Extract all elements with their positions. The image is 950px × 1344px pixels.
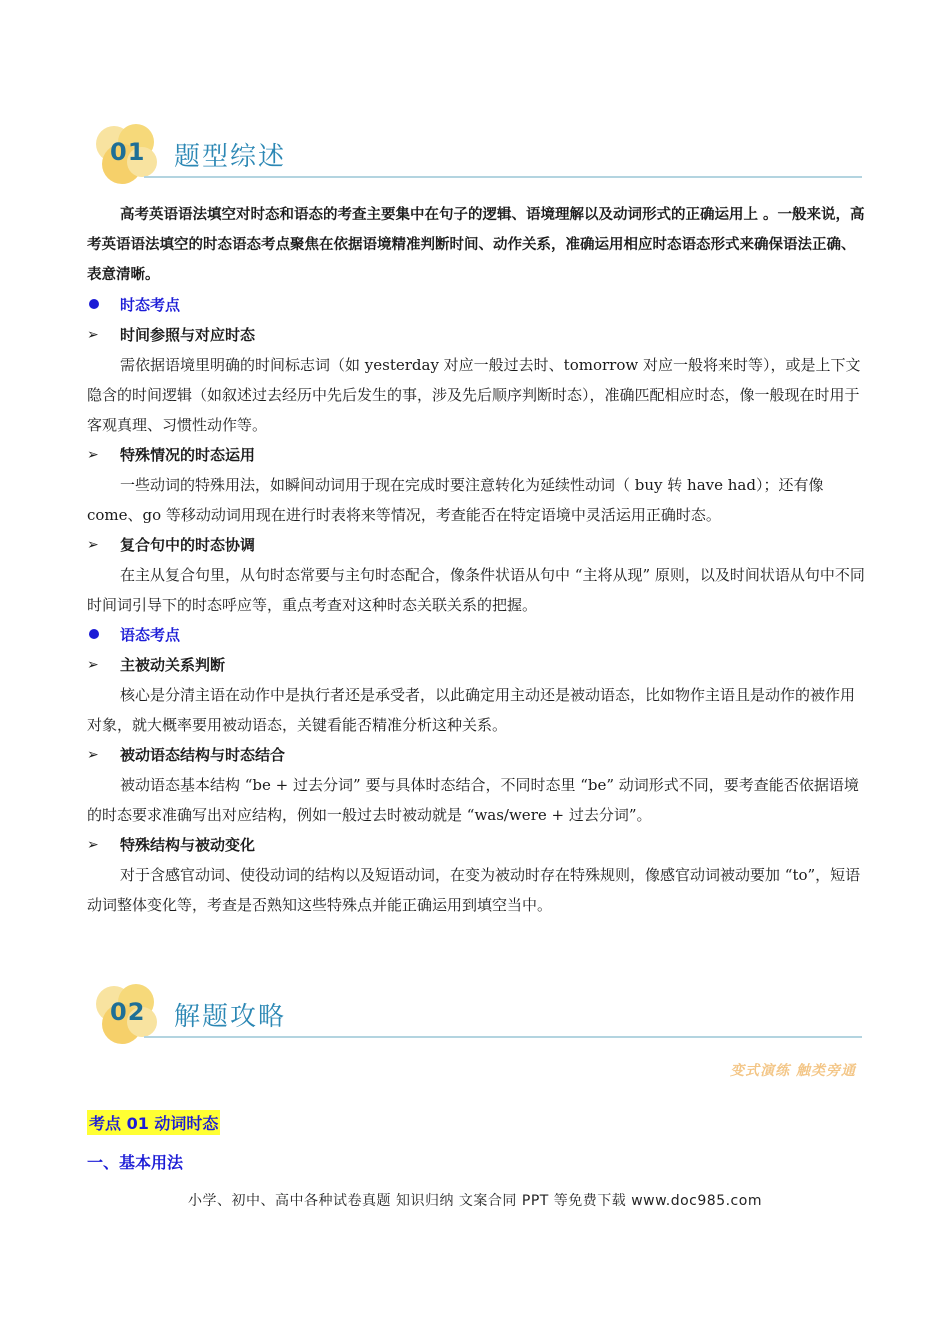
arrow-bullet-icon: ➢ <box>87 657 99 673</box>
subheading <box>87 830 867 860</box>
subheading <box>87 650 867 680</box>
subheading-text: 被动语态结构与时态结合 <box>120 746 286 764</box>
subheading <box>87 440 867 470</box>
paragraph: 需依据语境里明确的时间标志词（如 yesterday 对应一般过去时、tomorrow 对应一般将来时等），或是上下文隐含的时间逻辑（如叙述过去经历中先后发生的事，涉及先后顺序判断时态），准确匹配相应时态，像一般现在时用于客观真理、习惯性动作等。 <box>87 356 861 434</box>
section-number: 02 <box>110 998 146 1026</box>
subheading <box>87 740 867 770</box>
paragraph: 被动语态基本结构 “be + 过去分词” 要与具体时态结合，不同时态里 “be” 动词形式不同，要考查能否依据语境的时态要求准确写出对应结构，例如一般过去时被动就是 “was/were + 过去分词”。 <box>87 776 859 824</box>
subheading-text: 主被动关系判断 <box>120 656 226 674</box>
section-divider <box>144 1036 862 1038</box>
section-slogan: 变式演练 触类旁通 <box>730 1063 856 1079</box>
paragraph: 对于含感官动词、使役动词的结构以及短语动词，在变为被动时存在特殊规则，像感官动词被动要加 “to”，短语动词整体变化等，考查是否熟知这些特殊点并能正确运用到填空当中。 <box>87 866 861 914</box>
section-title: 解题攻略 <box>174 1002 287 1032</box>
paragraph: 核心是分清主语在动作中是执行者还是承受者，以此确定用主动还是被动语态，比如物作主语且是动作的被作用对象，就大概率要用被动语态，关键看能否精准分析这种关系。 <box>87 686 856 734</box>
subheading <box>87 530 867 560</box>
subheading-text: 复合句中的时态协调 <box>120 536 256 554</box>
voice-heading <box>87 620 867 650</box>
paragraph: 在主从复合句里，从句时态常要与主句时态配合，像条件状语从句中 “主将从现” 原则，以及时间状语从句中不同时间词引导下的时态呼应等，重点考查对这种时态关联关系的把握。 <box>87 566 865 614</box>
kaodian-label: 考点 01 动词时态 <box>87 1110 220 1135</box>
voice-title: 语态考点 <box>120 626 181 644</box>
subheading-text: 时间参照与对应时态 <box>120 326 256 344</box>
subheading-text: 特殊情况的时态运用 <box>120 446 256 464</box>
arrow-bullet-icon: ➢ <box>87 537 99 553</box>
arrow-bullet-icon: ➢ <box>87 447 99 463</box>
bullet-dot-icon <box>89 629 99 639</box>
intro-paragraph: 高考英语语法填空对时态和语态的考查主要集中在句子的逻辑、语境理解以及动词形式的正确运用上 。一般来说，高考英语语法填空的时态语态考点聚焦在依据语境精准判断时间、动作关系，准确运用相应时态语态形式来确保语法正确、表意清晰。 <box>87 207 865 283</box>
tense-heading <box>87 290 867 320</box>
section-title: 题型综述 <box>174 142 287 172</box>
arrow-bullet-icon: ➢ <box>87 837 99 853</box>
basic-usage-heading: 一、基本用法 <box>87 1153 184 1172</box>
bullet-dot-icon <box>89 299 99 309</box>
arrow-bullet-icon: ➢ <box>87 747 99 763</box>
main-content <box>87 200 867 920</box>
section-header-2 <box>92 980 862 1079</box>
subheading-text: 特殊结构与被动变化 <box>120 836 256 854</box>
arrow-bullet-icon: ➢ <box>87 327 99 343</box>
paragraph: 一些动词的特殊用法，如瞬间动词用于现在完成时要注意转化为延续性动词（ buy 转 have had）；还有像 come、go 等移动动词用现在进行时表将来等情况，考查能否在特定语境中灵活运用正确时态。 <box>87 476 824 524</box>
page-footer: 小学、初中、高中各种试卷真题 知识归纳 文案合同 PPT 等免费下载 www.doc985.com <box>188 1193 762 1209</box>
section-divider <box>144 176 862 178</box>
section-number: 01 <box>110 138 146 166</box>
tense-title: 时态考点 <box>120 296 181 314</box>
section-header-1 <box>92 120 862 190</box>
subheading <box>87 320 867 350</box>
